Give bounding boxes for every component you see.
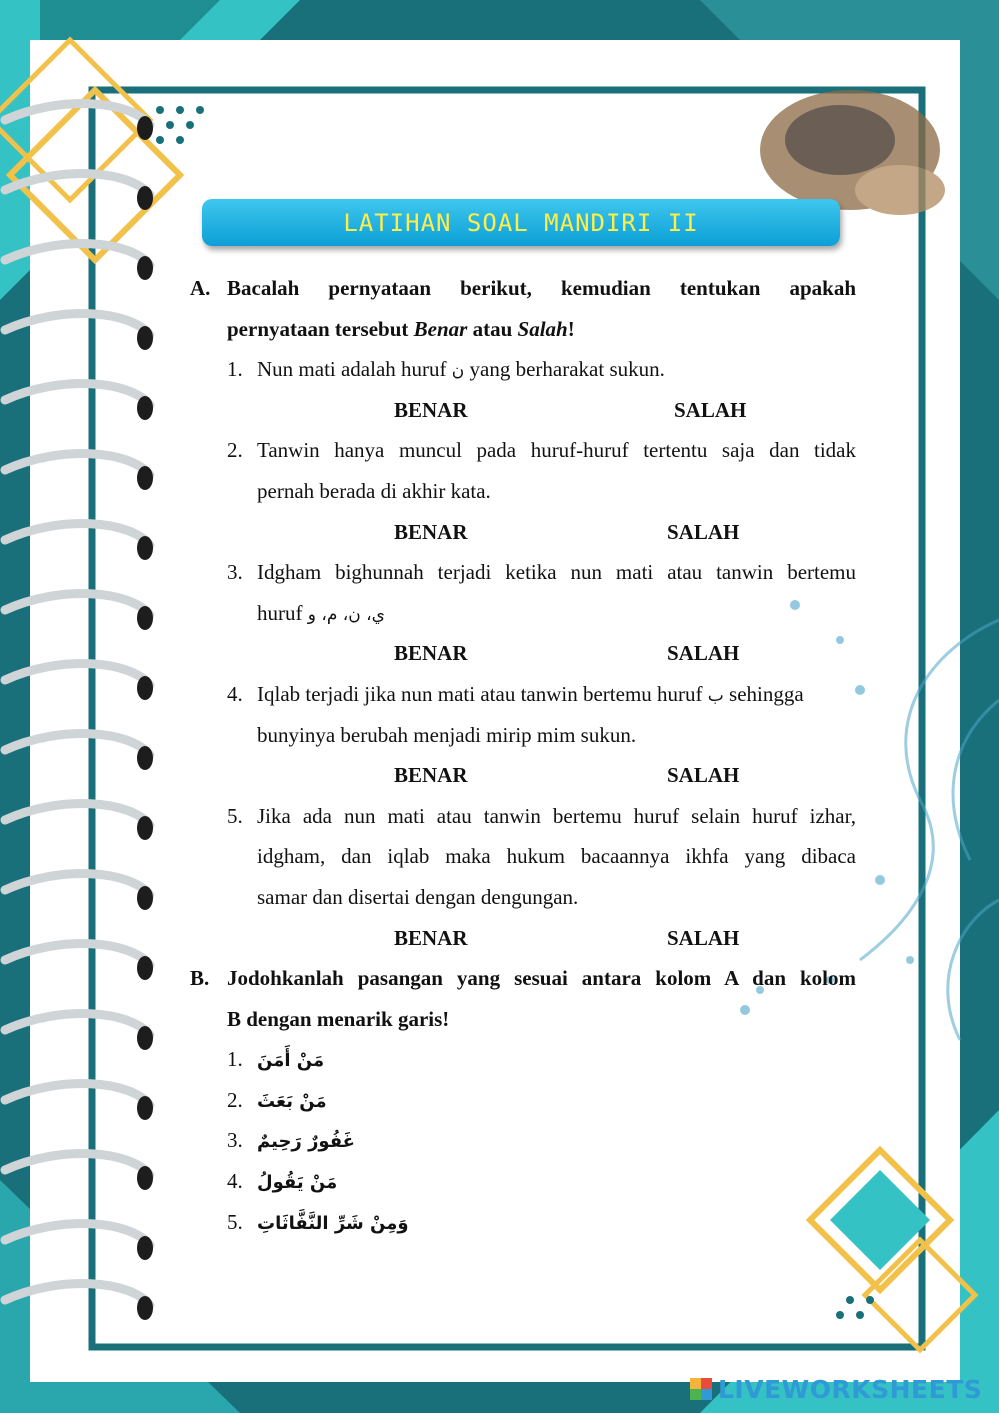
section-a-instruction: A. Bacalah pernyataan berikut, kemudian tentukan apakah — [190, 268, 856, 309]
liveworksheets-logo[interactable] — [690, 1372, 982, 1406]
benar-option[interactable]: BENAR — [394, 925, 468, 950]
salah-option[interactable]: SALAH — [667, 519, 740, 544]
match-item-2[interactable]: 2. مَنْ بَعَثَ — [227, 1087, 327, 1112]
salah-option[interactable]: SALAH — [674, 397, 747, 422]
salah-option[interactable]: SALAH — [667, 641, 740, 666]
statement-5-line2: idgham, dan iqlab maka hukum bacaannya ikhfa yang dibaca — [257, 844, 856, 869]
statement-5-line3: samar dan disertai dengan dengungan. — [257, 884, 579, 909]
choice-row-2 — [190, 512, 856, 553]
choice-row-5 — [190, 918, 856, 959]
worksheet-content — [190, 268, 856, 1242]
statement-3-line2: huruf ي، ن، م، و — [257, 600, 385, 625]
section-a-instruction-line2: pernyataan tersebut Benar atau Salah! — [227, 316, 575, 341]
section-b-instruction: B. Jodohkanlah pasangan yang sesuai antara kolom A dan kolom — [190, 958, 856, 999]
logo-text: LIVEWORKSHEETS — [718, 1374, 983, 1404]
match-item-3[interactable]: 3. غَفُورٌ رَحِيمٌ — [227, 1128, 355, 1153]
statement-2-line2: pernah berada di akhir kata. — [257, 478, 491, 503]
benar-option[interactable]: BENAR — [394, 763, 468, 788]
match-item-4[interactable]: 4. مَنْ يَقُولُ — [227, 1169, 338, 1194]
benar-option[interactable]: BENAR — [394, 397, 468, 422]
title-banner — [202, 199, 840, 246]
page-title: LATIHAN SOAL MANDIRI II — [343, 208, 699, 237]
salah-option[interactable]: SALAH — [667, 763, 740, 788]
section-b-label: B. — [190, 966, 210, 991]
section-a-label: A. — [190, 276, 211, 300]
match-item-1[interactable]: 1. مَنْ أَمَنَ — [227, 1047, 325, 1072]
statement-1: 1. Nun mati adalah huruf ن yang berharakat sukun. — [227, 357, 665, 382]
statement-2: 2. Tanwin hanya muncul pada huruf-huruf tertentu saja dan tidak — [227, 438, 856, 463]
salah-option[interactable]: SALAH — [667, 925, 740, 950]
choice-row-3 — [190, 633, 856, 674]
match-item-5[interactable]: 5. وَمِنْ شَرِّ النَّفَّاثَاتِ — [227, 1209, 409, 1234]
choice-row-1 — [190, 390, 856, 431]
liveworksheets-logo-icon — [690, 1378, 712, 1400]
statement-4-line2: bunyinya berubah menjadi mirip mim sukun. — [257, 722, 637, 747]
benar-option[interactable]: BENAR — [394, 641, 468, 666]
benar-option[interactable]: BENAR — [394, 519, 468, 544]
statement-5: 5. Jika ada nun mati atau tanwin bertemu huruf selain huruf izhar, — [227, 803, 856, 828]
section-b-instruction-line2: B dengan menarik garis! — [227, 1006, 450, 1031]
choice-row-4 — [190, 755, 856, 796]
statement-4: 4. Iqlab terjadi jika nun mati atau tanwin bertemu huruf ب sehingga — [227, 681, 804, 706]
statement-3: 3. Idgham bighunnah terjadi ketika nun mati atau tanwin bertemu — [227, 560, 856, 585]
